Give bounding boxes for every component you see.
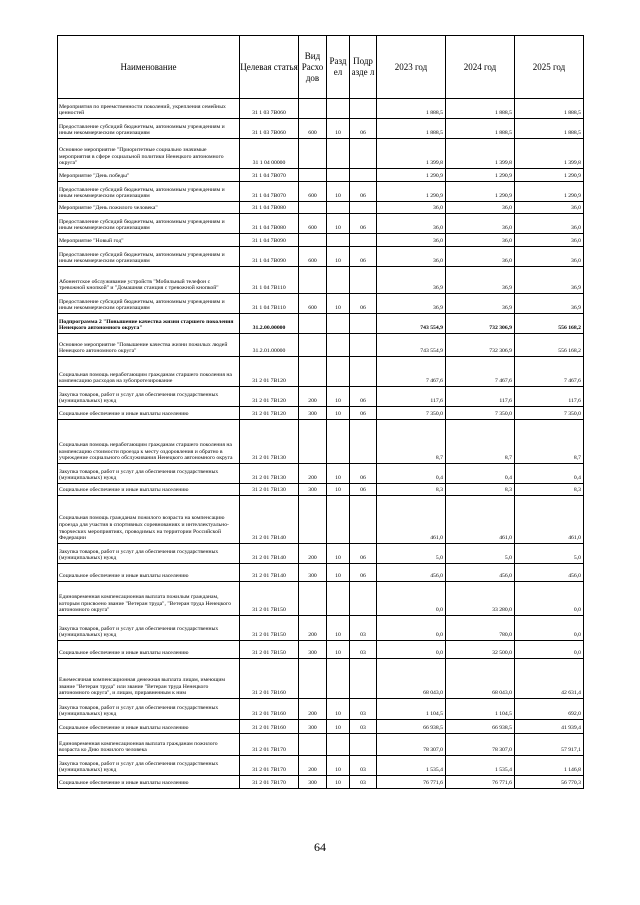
row-target-item-cell: 31.2.01.00000	[240, 334, 299, 357]
row-amount-2023-cell: 1 888,5	[377, 119, 446, 139]
row-expense-type-cell: 600	[299, 119, 327, 139]
row-expense-type-cell: 600	[299, 214, 327, 234]
row-target-item-cell: 31 1 04 7В090	[240, 247, 299, 267]
row-section-cell: 10	[327, 182, 350, 202]
row-amount-2023-cell: 456,0	[377, 564, 446, 582]
row-subsection-cell	[350, 202, 377, 214]
header-year-2024: 2024 год	[446, 36, 515, 99]
row-expense-type-cell: 300	[299, 564, 327, 582]
row-amount-2025-cell: 36,0	[515, 202, 584, 214]
row-section-cell: 10	[327, 214, 350, 234]
row-amount-2024-cell: 780,0	[446, 616, 515, 641]
row-expense-type-cell	[299, 420, 327, 464]
row-amount-2024-cell: 5,0	[446, 544, 515, 564]
row-name-cell: Социальная помощь неработающим гражданам старшего поколения на компенсацию расходов на зубопротезирование	[58, 357, 240, 387]
row-target-item-cell: 31 2 01 7В130	[240, 484, 299, 496]
table-row	[58, 407, 584, 420]
row-amount-2024-cell: 7 467,6	[446, 357, 515, 387]
row-subsection-cell	[350, 357, 377, 387]
row-amount-2024-cell: 7 350,0	[446, 407, 515, 420]
row-expense-type-cell	[299, 139, 327, 169]
row-amount-2024-cell: 68 043,0	[446, 659, 515, 699]
row-amount-2023-cell: 0,0	[377, 582, 446, 616]
row-subsection-cell	[350, 99, 377, 119]
table-row	[58, 334, 584, 357]
table-row	[58, 387, 584, 407]
row-amount-2025-cell: 8,7	[515, 420, 584, 464]
row-expense-type-cell	[299, 659, 327, 699]
row-subsection-cell	[350, 334, 377, 357]
row-expense-type-cell: 300	[299, 641, 327, 659]
row-amount-2025-cell: 0,4	[515, 464, 584, 484]
header-target-item: Целевая статья	[240, 36, 299, 99]
row-name-cell: Ежемесячная компенсационная денежная выплата лицам, имеющим звание "Ветеран труда" или звание "Ветеран труда Ненецкого автономного округа", и лицам, приравненным к ним	[58, 659, 240, 699]
row-expense-type-cell	[299, 582, 327, 616]
row-subsection-cell: 06	[350, 214, 377, 234]
row-name-cell: Предоставление субсидий бюджетным, автономным учреждениям и иным некоммерческим организациям	[58, 182, 240, 202]
row-target-item-cell: 31 2 01 7В150	[240, 641, 299, 659]
header-expense-type: Вид Расхо дов	[299, 36, 327, 99]
row-expense-type-cell	[299, 234, 327, 247]
row-target-item-cell: 31 2 01 7В150	[240, 582, 299, 616]
row-section-cell	[327, 99, 350, 119]
row-amount-2023-cell: 68 043,0	[377, 659, 446, 699]
row-amount-2023-cell: 1 104,5	[377, 699, 446, 720]
row-name-cell: Предоставление субсидий бюджетным, автономным учреждениям и иным некоммерческим организациям	[58, 119, 240, 139]
row-amount-2024-cell: 32 500,0	[446, 641, 515, 659]
table-row	[58, 756, 584, 776]
table-row	[58, 267, 584, 294]
row-target-item-cell: 31 1 04 7В110	[240, 267, 299, 294]
row-amount-2025-cell: 8,3	[515, 484, 584, 496]
row-expense-type-cell: 200	[299, 756, 327, 776]
row-amount-2023-cell: 8,7	[377, 420, 446, 464]
row-amount-2025-cell: 56 770,3	[515, 776, 584, 789]
row-subsection-cell: 06	[350, 484, 377, 496]
row-target-item-cell: 31 2 01 7В120	[240, 407, 299, 420]
row-name-cell: Мероприятия по преемственности поколений, укрепления семейных ценностей	[58, 99, 240, 119]
row-subsection-cell: 03	[350, 616, 377, 641]
table-row	[58, 182, 584, 202]
row-amount-2025-cell: 456,0	[515, 564, 584, 582]
table-row	[58, 464, 584, 484]
row-subsection-cell	[350, 314, 377, 334]
row-name-cell: Социальное обеспечение и иные выплаты населению	[58, 641, 240, 659]
row-name-cell: Закупка товаров, работ и услуг для обеспечения государственных (муниципальных) нужд	[58, 387, 240, 407]
row-subsection-cell	[350, 139, 377, 169]
table-header-row	[58, 36, 584, 99]
row-amount-2025-cell: 461,0	[515, 496, 584, 544]
row-amount-2024-cell: 1 104,5	[446, 699, 515, 720]
row-amount-2023-cell: 743 554,9	[377, 314, 446, 334]
header-subsection: Подр азде л	[350, 36, 377, 99]
row-name-cell: Предоставление субсидий бюджетным, автономным учреждениям и иным некоммерческим организациям	[58, 214, 240, 234]
row-amount-2025-cell: 0,0	[515, 616, 584, 641]
row-amount-2023-cell: 7 467,6	[377, 357, 446, 387]
row-amount-2024-cell: 1 399,8	[446, 139, 515, 169]
header-year-2023: 2023 год	[377, 36, 446, 99]
row-section-cell	[327, 267, 350, 294]
row-expense-type-cell: 300	[299, 484, 327, 496]
table-row	[58, 314, 584, 334]
row-amount-2024-cell: 36,9	[446, 294, 515, 314]
row-target-item-cell: 31 2 01 7В160	[240, 720, 299, 734]
row-expense-type-cell: 200	[299, 616, 327, 641]
row-amount-2024-cell: 36,0	[446, 202, 515, 214]
row-section-cell: 10	[327, 564, 350, 582]
table-row	[58, 139, 584, 169]
row-subsection-cell: 06	[350, 407, 377, 420]
table-row	[58, 544, 584, 564]
row-name-cell: Закупка товаров, работ и услуг для обеспечения государственных (муниципальных) нужд	[58, 616, 240, 641]
row-section-cell	[327, 659, 350, 699]
row-amount-2023-cell: 36,0	[377, 202, 446, 214]
row-target-item-cell: 31 2 01 7В140	[240, 496, 299, 544]
row-section-cell	[327, 169, 350, 182]
row-section-cell: 10	[327, 720, 350, 734]
row-amount-2023-cell: 1 399,8	[377, 139, 446, 169]
row-section-cell	[327, 234, 350, 247]
row-amount-2023-cell: 36,0	[377, 234, 446, 247]
table-row	[58, 420, 584, 464]
row-name-cell: Закупка товаров, работ и услуг для обеспечения государственных (муниципальных) нужд	[58, 464, 240, 484]
row-amount-2024-cell: 0,4	[446, 464, 515, 484]
table-row	[58, 234, 584, 247]
row-section-cell: 10	[327, 119, 350, 139]
row-amount-2025-cell: 36,0	[515, 234, 584, 247]
row-subsection-cell: 06	[350, 564, 377, 582]
table-row	[58, 247, 584, 267]
row-amount-2024-cell: 1 290,9	[446, 182, 515, 202]
row-amount-2023-cell: 0,0	[377, 641, 446, 659]
row-subsection-cell: 06	[350, 247, 377, 267]
row-amount-2025-cell: 7 350,0	[515, 407, 584, 420]
row-expense-type-cell	[299, 357, 327, 387]
row-amount-2025-cell: 36,9	[515, 267, 584, 294]
row-amount-2023-cell: 1 535,4	[377, 756, 446, 776]
row-section-cell	[327, 582, 350, 616]
table-row	[58, 659, 584, 699]
row-amount-2025-cell: 556 168,2	[515, 334, 584, 357]
row-amount-2023-cell: 5,0	[377, 544, 446, 564]
row-expense-type-cell	[299, 334, 327, 357]
row-target-item-cell: 31.2.00.00000	[240, 314, 299, 334]
row-section-cell: 10	[327, 247, 350, 267]
row-section-cell: 10	[327, 699, 350, 720]
row-section-cell: 10	[327, 756, 350, 776]
row-amount-2023-cell: 36,0	[377, 214, 446, 234]
row-target-item-cell: 31 2 01 7В120	[240, 387, 299, 407]
row-name-cell: Абонентское обслуживание устройств "Мобильный телефон с тревожной кнопкой" и "Домашняя станция с тревожной кнопкой"	[58, 267, 240, 294]
row-section-cell: 10	[327, 294, 350, 314]
row-expense-type-cell	[299, 202, 327, 214]
row-subsection-cell	[350, 169, 377, 182]
row-target-item-cell: 31 2 01 7В170	[240, 734, 299, 756]
row-section-cell	[327, 734, 350, 756]
row-amount-2023-cell: 461,0	[377, 496, 446, 544]
row-amount-2025-cell: 1 290,9	[515, 182, 584, 202]
row-target-item-cell: 31 2 01 7В140	[240, 564, 299, 582]
row-name-cell: Социальное обеспечение и иные выплаты населению	[58, 407, 240, 420]
table-row	[58, 357, 584, 387]
row-name-cell: Подпрограмма 2 "Повышение качества жизни старшего поколения Ненецкого автономного округа"	[58, 314, 240, 334]
row-name-cell: Предоставление субсидий бюджетным, автономным учреждениям и иным некоммерческим организациям	[58, 294, 240, 314]
row-section-cell: 10	[327, 641, 350, 659]
row-section-cell: 10	[327, 544, 350, 564]
row-amount-2024-cell: 732 306,9	[446, 334, 515, 357]
row-expense-type-cell	[299, 169, 327, 182]
row-name-cell: Мероприятие "День победы"	[58, 169, 240, 182]
row-amount-2023-cell: 66 938,5	[377, 720, 446, 734]
row-subsection-cell	[350, 582, 377, 616]
row-amount-2024-cell: 8,3	[446, 484, 515, 496]
table-row	[58, 496, 584, 544]
row-target-item-cell: 31 1 04 7В110	[240, 294, 299, 314]
row-name-cell: Социальная помощь гражданам пожилого возраста на компенсацию проезда для участия в спортивных соревнованиях и интеллектуально-творческих мероприятиях, проводимых на территории Российской Федерации	[58, 496, 240, 544]
row-amount-2025-cell: 1 290,9	[515, 169, 584, 182]
row-name-cell: Социальное обеспечение и иные выплаты населению	[58, 720, 240, 734]
row-section-cell	[327, 357, 350, 387]
row-subsection-cell	[350, 496, 377, 544]
header-section: Разд ел	[327, 36, 350, 99]
row-expense-type-cell	[299, 267, 327, 294]
row-expense-type-cell: 300	[299, 720, 327, 734]
table-row	[58, 720, 584, 734]
row-name-cell: Мероприятие "День пожилого человека"	[58, 202, 240, 214]
row-amount-2025-cell: 36,0	[515, 247, 584, 267]
row-expense-type-cell	[299, 734, 327, 756]
row-amount-2023-cell: 0,0	[377, 616, 446, 641]
row-amount-2025-cell: 36,0	[515, 214, 584, 234]
row-amount-2023-cell: 78 307,0	[377, 734, 446, 756]
row-amount-2023-cell: 1 290,9	[377, 182, 446, 202]
row-subsection-cell: 06	[350, 182, 377, 202]
table-row	[58, 776, 584, 789]
row-subsection-cell: 06	[350, 544, 377, 564]
row-amount-2024-cell: 76 771,6	[446, 776, 515, 789]
row-section-cell: 10	[327, 464, 350, 484]
row-subsection-cell: 03	[350, 756, 377, 776]
row-amount-2025-cell: 1 146,8	[515, 756, 584, 776]
row-amount-2023-cell: 76 771,6	[377, 776, 446, 789]
row-target-item-cell: 31 2 01 7В160	[240, 699, 299, 720]
table-row	[58, 202, 584, 214]
row-name-cell: Предоставление субсидий бюджетным, автономным учреждениям и иным некоммерческим организациям	[58, 247, 240, 267]
row-amount-2025-cell: 57 917,1	[515, 734, 584, 756]
row-amount-2024-cell: 1 535,4	[446, 756, 515, 776]
row-name-cell: Единовременная компенсационная выплата пожилым гражданам, которым присвоено звание "Ветеран труда", "Ветеран труда Ненецкого автономного округа"	[58, 582, 240, 616]
row-amount-2025-cell: 1 888,5	[515, 119, 584, 139]
row-target-item-cell: 31 2 01 7В160	[240, 659, 299, 699]
row-amount-2024-cell: 36,9	[446, 267, 515, 294]
row-expense-type-cell: 200	[299, 699, 327, 720]
row-target-item-cell: 31 1 03 7В060	[240, 119, 299, 139]
row-subsection-cell: 06	[350, 294, 377, 314]
row-subsection-cell: 03	[350, 776, 377, 789]
row-subsection-cell	[350, 659, 377, 699]
row-amount-2023-cell: 0,4	[377, 464, 446, 484]
row-target-item-cell: 31 1 04 7В070	[240, 182, 299, 202]
row-target-item-cell: 31 1 03 7В060	[240, 99, 299, 119]
table-row	[58, 169, 584, 182]
row-amount-2024-cell: 8,7	[446, 420, 515, 464]
row-name-cell: Социальное обеспечение и иные выплаты населению	[58, 776, 240, 789]
row-amount-2024-cell: 78 307,0	[446, 734, 515, 756]
row-amount-2024-cell: 36,0	[446, 247, 515, 267]
row-amount-2025-cell: 692,0	[515, 699, 584, 720]
row-name-cell: Социальное обеспечение и иные выплаты населению	[58, 564, 240, 582]
row-amount-2025-cell: 41 939,4	[515, 720, 584, 734]
row-subsection-cell	[350, 734, 377, 756]
row-amount-2025-cell: 36,9	[515, 294, 584, 314]
row-amount-2024-cell: 1 290,9	[446, 169, 515, 182]
row-amount-2025-cell: 117,6	[515, 387, 584, 407]
row-amount-2024-cell: 117,6	[446, 387, 515, 407]
table-row	[58, 564, 584, 582]
row-amount-2024-cell: 461,0	[446, 496, 515, 544]
page-number: 64	[314, 840, 326, 854]
row-name-cell: Мероприятие "Новый год"	[58, 234, 240, 247]
row-expense-type-cell	[299, 314, 327, 334]
row-target-item-cell: 31 2 01 7В170	[240, 776, 299, 789]
row-expense-type-cell: 300	[299, 776, 327, 789]
table-row	[58, 699, 584, 720]
row-amount-2025-cell: 0,0	[515, 641, 584, 659]
row-amount-2024-cell: 33 280,0	[446, 582, 515, 616]
row-target-item-cell: 31 1 04 7В080	[240, 214, 299, 234]
row-section-cell	[327, 420, 350, 464]
row-amount-2025-cell: 42 631,4	[515, 659, 584, 699]
row-section-cell	[327, 496, 350, 544]
row-name-cell: Закупка товаров, работ и услуг для обеспечения государственных (муниципальных) нужд	[58, 544, 240, 564]
row-amount-2025-cell: 5,0	[515, 544, 584, 564]
row-expense-type-cell	[299, 496, 327, 544]
row-section-cell: 10	[327, 484, 350, 496]
table-row	[58, 99, 584, 119]
row-section-cell: 10	[327, 616, 350, 641]
table-row	[58, 616, 584, 641]
row-expense-type-cell: 600	[299, 182, 327, 202]
row-amount-2025-cell: 1 888,5	[515, 99, 584, 119]
header-year-2025: 2025 год	[515, 36, 584, 99]
row-amount-2023-cell: 8,3	[377, 484, 446, 496]
row-amount-2023-cell: 36,9	[377, 294, 446, 314]
row-section-cell: 10	[327, 387, 350, 407]
row-amount-2025-cell: 1 399,8	[515, 139, 584, 169]
table-body	[58, 99, 584, 789]
row-expense-type-cell: 200	[299, 387, 327, 407]
row-name-cell: Основное мероприятие "Приоритетные социально значимые мероприятия в сфере социальной политики Ненецкого автономного округа"	[58, 139, 240, 169]
row-expense-type-cell: 200	[299, 544, 327, 564]
table-row	[58, 734, 584, 756]
row-name-cell: Единовременная компенсационная выплата гражданам пожилого возраста ко Дню пожилого человека	[58, 734, 240, 756]
row-target-item-cell: 31 1 04 7В080	[240, 202, 299, 214]
row-section-cell	[327, 314, 350, 334]
row-subsection-cell: 03	[350, 699, 377, 720]
row-section-cell	[327, 139, 350, 169]
row-target-item-cell: 31 1 04 7В070	[240, 169, 299, 182]
row-amount-2024-cell: 36,0	[446, 234, 515, 247]
row-expense-type-cell: 600	[299, 247, 327, 267]
table-row	[58, 214, 584, 234]
row-target-item-cell: 31 2 01 7В120	[240, 357, 299, 387]
row-amount-2024-cell: 66 938,5	[446, 720, 515, 734]
row-amount-2025-cell: 0,0	[515, 582, 584, 616]
row-subsection-cell: 06	[350, 387, 377, 407]
table-row	[58, 119, 584, 139]
row-name-cell: Социальное обеспечение и иные выплаты населению	[58, 484, 240, 496]
row-amount-2025-cell: 556 168,2	[515, 314, 584, 334]
budget-table	[57, 35, 584, 789]
row-subsection-cell: 03	[350, 641, 377, 659]
row-expense-type-cell: 200	[299, 464, 327, 484]
row-name-cell: Социальная помощь неработающим гражданам старшего поколения на компенсацию стоимости проезда к месту оздоровления и обратно в учреждение социального обслуживания Ненецкого автономного округа	[58, 420, 240, 464]
row-target-item-cell: 31 2 01 7В130	[240, 420, 299, 464]
table-row	[58, 641, 584, 659]
row-subsection-cell: 06	[350, 119, 377, 139]
row-section-cell: 10	[327, 407, 350, 420]
row-amount-2023-cell: 36,0	[377, 247, 446, 267]
row-target-item-cell: 31 2 01 7В150	[240, 616, 299, 641]
table-row	[58, 484, 584, 496]
row-expense-type-cell	[299, 99, 327, 119]
row-section-cell	[327, 202, 350, 214]
row-subsection-cell: 03	[350, 720, 377, 734]
row-amount-2025-cell: 7 467,6	[515, 357, 584, 387]
row-target-item-cell: 31 2 01 7В170	[240, 756, 299, 776]
row-name-cell: Закупка товаров, работ и услуг для обеспечения государственных (муниципальных) нужд	[58, 756, 240, 776]
row-target-item-cell: 31 1 04 7В090	[240, 234, 299, 247]
table-row	[58, 294, 584, 314]
row-amount-2023-cell: 36,9	[377, 267, 446, 294]
budget-table-page	[57, 35, 583, 789]
row-amount-2024-cell: 456,0	[446, 564, 515, 582]
row-amount-2024-cell: 36,0	[446, 214, 515, 234]
row-amount-2023-cell: 1 290,9	[377, 169, 446, 182]
row-amount-2023-cell: 1 888,5	[377, 99, 446, 119]
row-amount-2023-cell: 743 554,9	[377, 334, 446, 357]
row-section-cell	[327, 334, 350, 357]
row-subsection-cell: 06	[350, 464, 377, 484]
row-target-item-cell: 31 1 04 00000	[240, 139, 299, 169]
header-name: Наименование	[58, 36, 240, 99]
table-row	[58, 582, 584, 616]
row-subsection-cell	[350, 420, 377, 464]
row-target-item-cell: 31 2 01 7В140	[240, 544, 299, 564]
row-amount-2024-cell: 1 888,5	[446, 119, 515, 139]
row-name-cell: Закупка товаров, работ и услуг для обеспечения государственных (муниципальных) нужд	[58, 699, 240, 720]
row-amount-2023-cell: 7 350,0	[377, 407, 446, 420]
row-name-cell: Основное мероприятие "Повышение качества жизни пожилых людей Ненецкого автономного округа"	[58, 334, 240, 357]
row-amount-2023-cell: 117,6	[377, 387, 446, 407]
row-amount-2024-cell: 732 306,9	[446, 314, 515, 334]
row-expense-type-cell: 600	[299, 294, 327, 314]
row-target-item-cell: 31 2 01 7В130	[240, 464, 299, 484]
row-section-cell: 10	[327, 776, 350, 789]
row-subsection-cell	[350, 267, 377, 294]
row-amount-2024-cell: 1 888,5	[446, 99, 515, 119]
row-expense-type-cell: 300	[299, 407, 327, 420]
row-subsection-cell	[350, 234, 377, 247]
